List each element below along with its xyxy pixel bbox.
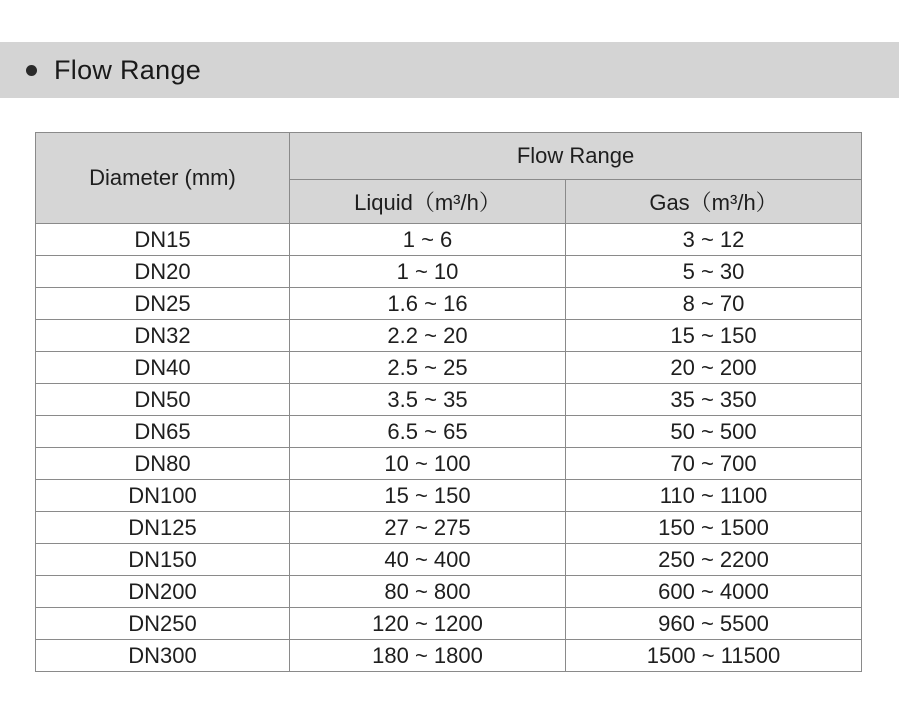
cell-liquid: 2.2 ~ 20 — [290, 320, 566, 352]
cell-diameter: DN50 — [36, 384, 290, 416]
header-liquid: Liquid（m³/h） — [290, 180, 566, 224]
table-row — [36, 480, 862, 512]
cell-gas: 150 ~ 1500 — [566, 512, 862, 544]
table-row — [36, 640, 862, 672]
table-row — [36, 448, 862, 480]
cell-liquid: 6.5 ~ 65 — [290, 416, 566, 448]
cell-liquid: 80 ~ 800 — [290, 576, 566, 608]
cell-liquid: 180 ~ 1800 — [290, 640, 566, 672]
table-body — [36, 224, 862, 672]
cell-diameter: DN25 — [36, 288, 290, 320]
cell-gas: 5 ~ 30 — [566, 256, 862, 288]
table-row — [36, 416, 862, 448]
table-row — [36, 608, 862, 640]
cell-gas: 35 ~ 350 — [566, 384, 862, 416]
table-row — [36, 224, 862, 256]
table-row — [36, 576, 862, 608]
cell-diameter: DN15 — [36, 224, 290, 256]
cell-diameter: DN250 — [36, 608, 290, 640]
cell-gas: 3 ~ 12 — [566, 224, 862, 256]
cell-liquid: 1.6 ~ 16 — [290, 288, 566, 320]
cell-diameter: DN300 — [36, 640, 290, 672]
cell-liquid: 40 ~ 400 — [290, 544, 566, 576]
cell-liquid: 10 ~ 100 — [290, 448, 566, 480]
section-title: Flow Range — [54, 54, 202, 85]
cell-diameter: DN125 — [36, 512, 290, 544]
cell-gas: 250 ~ 2200 — [566, 544, 862, 576]
header-gas: Gas（m³/h） — [566, 180, 862, 224]
cell-gas: 15 ~ 150 — [566, 320, 862, 352]
cell-liquid: 27 ~ 275 — [290, 512, 566, 544]
cell-diameter: DN32 — [36, 320, 290, 352]
cell-gas: 8 ~ 70 — [566, 288, 862, 320]
bullet-dot-icon — [26, 65, 37, 76]
cell-gas: 960 ~ 5500 — [566, 608, 862, 640]
table-row — [36, 512, 862, 544]
table-row — [36, 256, 862, 288]
cell-liquid: 120 ~ 1200 — [290, 608, 566, 640]
cell-diameter: DN200 — [36, 576, 290, 608]
cell-diameter: DN40 — [36, 352, 290, 384]
section-header — [0, 42, 899, 98]
table-row — [36, 352, 862, 384]
table-row — [36, 288, 862, 320]
cell-diameter: DN100 — [36, 480, 290, 512]
cell-diameter: DN20 — [36, 256, 290, 288]
cell-gas: 1500 ~ 11500 — [566, 640, 862, 672]
table-row — [36, 320, 862, 352]
header-flow-range: Flow Range — [290, 133, 862, 180]
cell-gas: 600 ~ 4000 — [566, 576, 862, 608]
cell-diameter: DN150 — [36, 544, 290, 576]
cell-liquid: 2.5 ~ 25 — [290, 352, 566, 384]
cell-liquid: 15 ~ 150 — [290, 480, 566, 512]
cell-liquid: 1 ~ 10 — [290, 256, 566, 288]
flow-range-table — [35, 132, 862, 672]
cell-gas: 20 ~ 200 — [566, 352, 862, 384]
cell-gas: 70 ~ 700 — [566, 448, 862, 480]
cell-diameter: DN65 — [36, 416, 290, 448]
table-row — [36, 384, 862, 416]
cell-gas: 50 ~ 500 — [566, 416, 862, 448]
cell-liquid: 1 ~ 6 — [290, 224, 566, 256]
table-row — [36, 544, 862, 576]
cell-liquid: 3.5 ~ 35 — [290, 384, 566, 416]
cell-diameter: DN80 — [36, 448, 290, 480]
cell-gas: 110 ~ 1100 — [566, 480, 862, 512]
header-diameter: Diameter (mm) — [36, 133, 290, 224]
